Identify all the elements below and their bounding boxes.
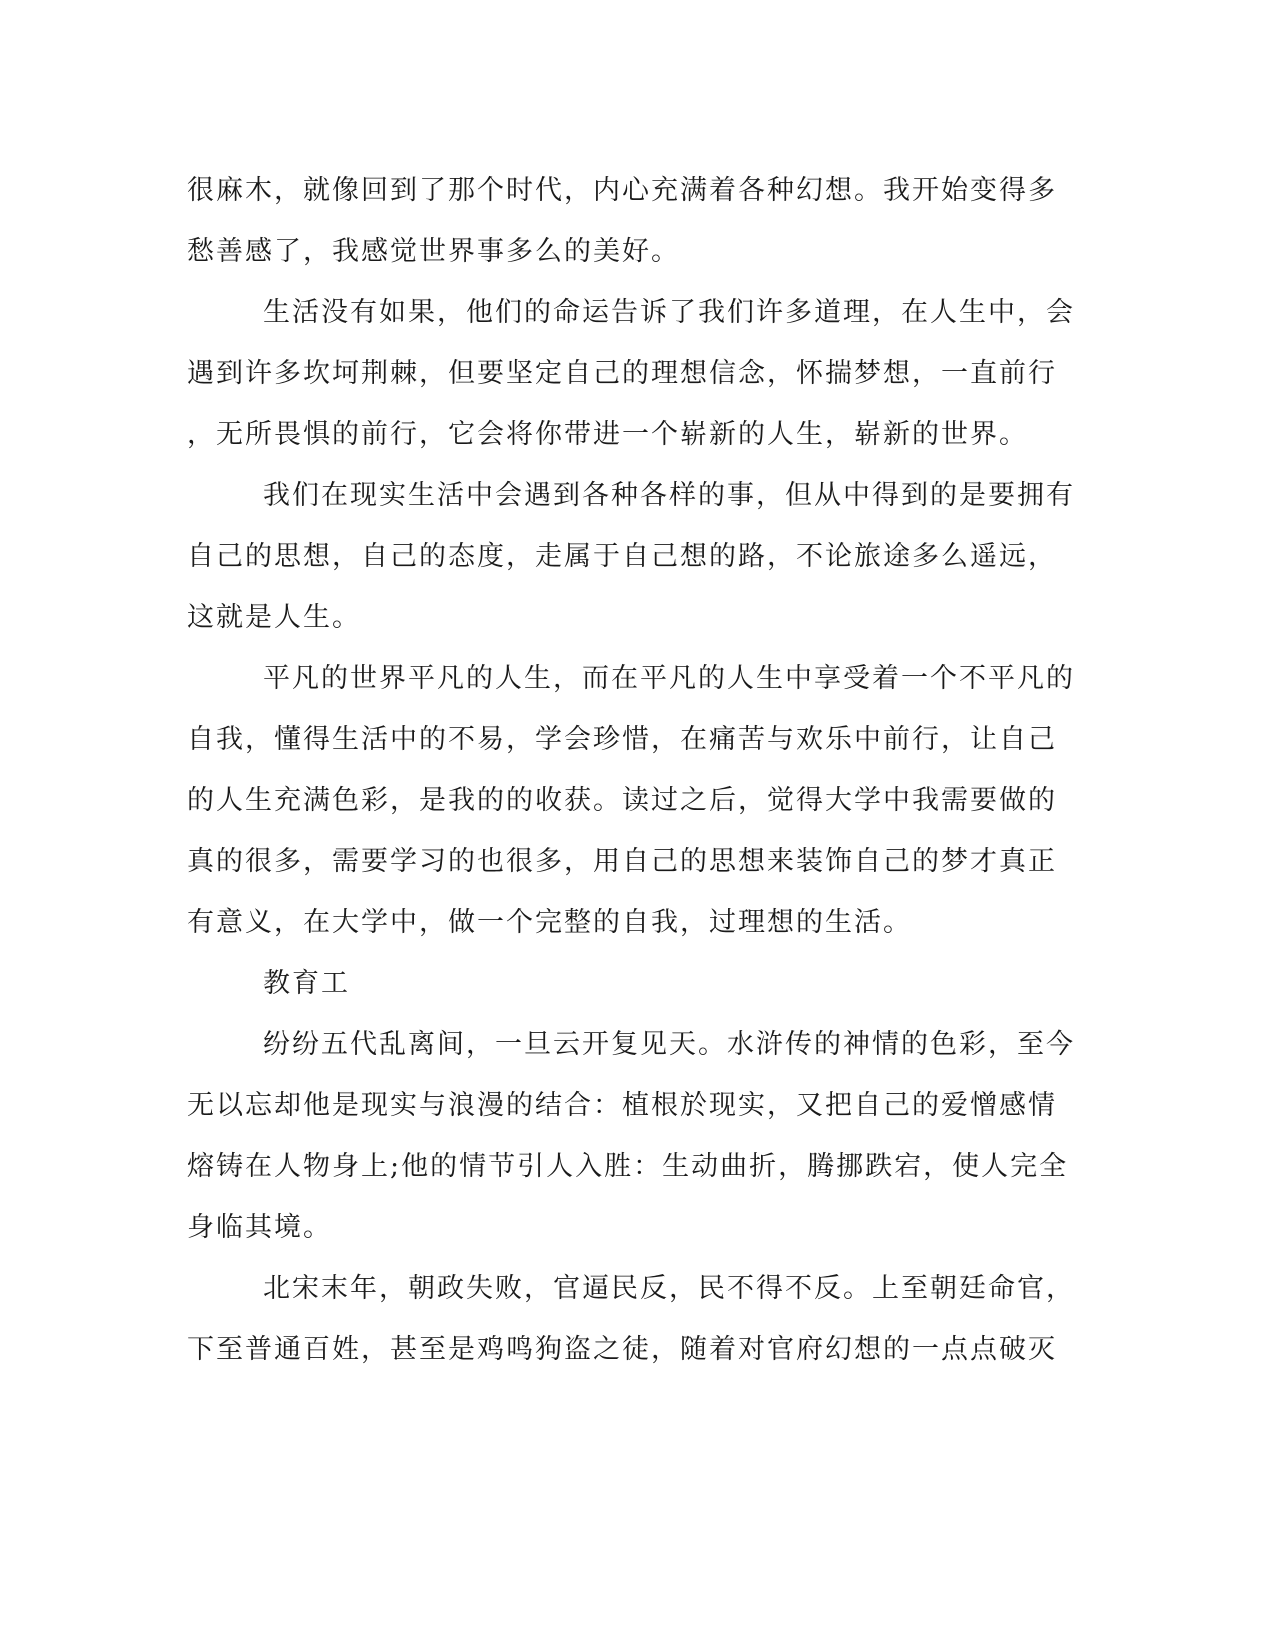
paragraph-start-line: 我们在现实生活中会遇到各种各样的事，但从中得到的是要拥有 (263, 480, 1075, 511)
body-text (187, 160, 1077, 1380)
section-heading: 教育工 (263, 968, 350, 999)
text-line: 很麻木，就像回到了那个时代，内心充满着各种幻想。我开始变得多 (187, 175, 1057, 206)
text-line: 无以忘却他是现实与浪漫的结合：植根於现实，又把自己的爱憎感情 (187, 1090, 1057, 1121)
paragraph-start-line: 平凡的世界平凡的人生，而在平凡的人生中享受着一个不平凡的 (263, 663, 1075, 694)
text-line: ，无所畏惧的前行，它会将你带进一个崭新的人生，崭新的世界。 (187, 419, 1028, 450)
text-line: 这就是人生。 (187, 602, 361, 633)
text-line: 遇到许多坎坷荆棘，但要坚定自己的理想信念，怀揣梦想，一直前行 (187, 358, 1057, 389)
text-line: 自我，懂得生活中的不易，学会珍惜，在痛苦与欢乐中前行，让自己 (187, 724, 1057, 755)
text-line: 下至普通百姓，甚至是鸡鸣狗盗之徒，随着对官府幻想的一点点破灭 (187, 1334, 1057, 1365)
text-line: 自己的思想，自己的态度，走属于自己想的路，不论旅途多么遥远， (187, 541, 1057, 572)
text-line: 熔铸在人物身上;他的情节引人入胜：生动曲折，腾挪跌宕，使人完全 (187, 1151, 1069, 1182)
text-line: 的人生充满色彩，是我的的收获。读过之后，觉得大学中我需要做的 (187, 785, 1057, 816)
paragraph-start-line: 纷纷五代乱离间，一旦云开复见天。水浒传的神情的色彩，至今 (263, 1029, 1075, 1060)
text-line: 有意义，在大学中，做一个完整的自我，过理想的生活。 (187, 907, 912, 938)
paragraph-start-line: 北宋末年，朝政失败，官逼民反，民不得不反。上至朝廷命官， (263, 1273, 1075, 1304)
text-line: 真的很多，需要学习的也很多，用自己的思想来装饰自己的梦才真正 (187, 846, 1057, 877)
text-line: 身临其境。 (187, 1212, 332, 1243)
text-line: 愁善感了，我感觉世界事多么的美好。 (187, 236, 680, 267)
paragraph-start-line: 生活没有如果，他们的命运告诉了我们许多道理，在人生中，会 (263, 297, 1075, 328)
